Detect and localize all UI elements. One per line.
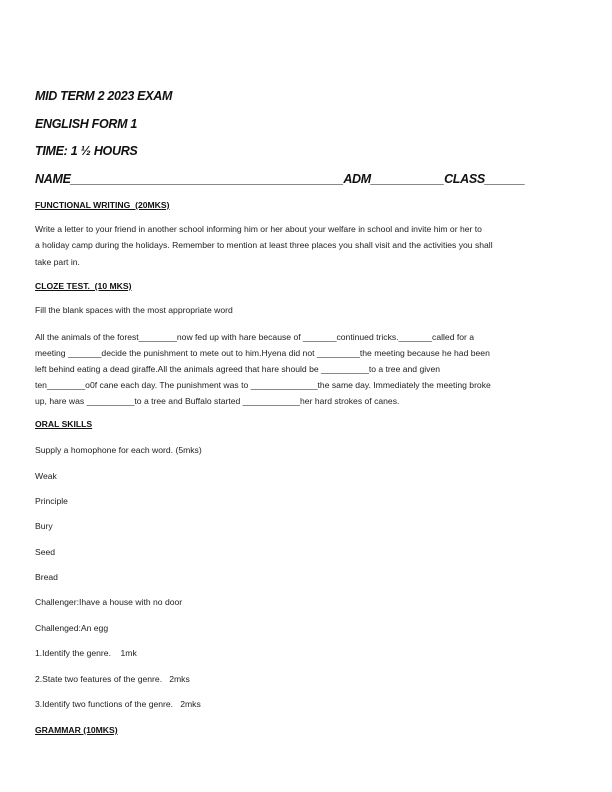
cloze-heading: CLOZE TEST. (10 MKS)	[35, 281, 132, 291]
homophone-word: Seed	[35, 547, 56, 557]
cloze-passage-line: All the animals of the forest________now fed up with hare because of _______continued tricks._______called for a	[35, 332, 475, 342]
homophone-word: Principle	[35, 496, 68, 506]
homophone-word: Bread	[35, 572, 58, 582]
subject-title: ENGLISH FORM 1	[35, 117, 138, 131]
oral-instruction: Supply a homophone for each word. (5mks)	[35, 445, 202, 455]
name-adm-class-line: NAME_________________________________________ADM___________CLASS______	[35, 172, 525, 186]
time-allowed: TIME: 1 ½ HOURS	[35, 144, 138, 158]
oral-skills-heading: ORAL SKILLS	[35, 419, 93, 429]
cloze-passage-line: ten________o0f cane each day. The punishment was to ______________the same day. Immediately the meeting broke	[35, 380, 491, 390]
homophone-word: Weak	[35, 471, 57, 481]
homophone-word: Bury	[35, 521, 53, 531]
oral-question: 1.Identify the genre. 1mk	[35, 648, 137, 658]
functional-writing-text: take part in.	[35, 257, 80, 267]
challenger-line: Challenger:Ihave a house with no door	[35, 597, 183, 607]
challenged-line: Challenged:An egg	[35, 623, 109, 633]
functional-writing-text: Write a letter to your friend in another school informing him or her about your welfare in school and invite him or her to	[35, 224, 482, 234]
functional-writing-heading: FUNCTIONAL WRITING (20MKS)	[35, 200, 170, 210]
functional-writing-text: a holiday camp during the holidays. Remember to mention at least three places you shall visit and the activities you shall	[35, 240, 493, 250]
exam-title: MID TERM 2 2023 EXAM	[35, 89, 173, 103]
oral-question: 3.Identify two functions of the genre. 2mks	[35, 699, 201, 709]
oral-question: 2.State two features of the genre. 2mks	[35, 674, 190, 684]
cloze-passage-line: up, hare was __________to a tree and Buffalo started ____________her hard strokes of canes.	[35, 396, 400, 406]
cloze-instruction: Fill the blank spaces with the most appropriate word	[35, 305, 233, 315]
cloze-passage-line: left behind eating a dead giraffe.All the animals agreed that hare should be __________to a tree and given	[35, 364, 441, 374]
cloze-passage-line: meeting _______decide the punishment to mete out to him.Hyena did not _________the meeting because he had been	[35, 348, 490, 358]
grammar-heading: GRAMMAR (10MKS)	[35, 725, 118, 735]
